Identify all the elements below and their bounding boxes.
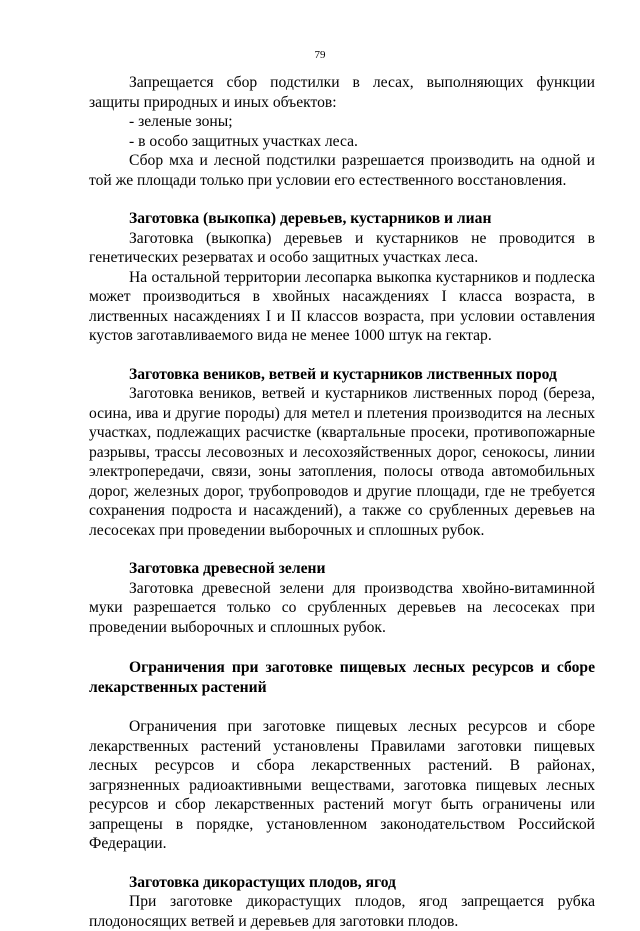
section-heading: Заготовка древесной зелени	[129, 560, 326, 577]
page-number: 79	[314, 49, 326, 61]
section-heading: Заготовка веников, ветвей и кустарников лиственных пород	[129, 365, 557, 383]
section-heading: Ограничения при заготовке пищевых лесных ресурсов и сборе лекарственных растений	[89, 659, 595, 696]
paragraph: Заготовка (выкопка) деревьев и кустарников не проводится в генетических резерватах и особо защитных участках леса.	[89, 229, 595, 266]
paragraph: Ограничения при заготовке пищевых лесных ресурсов и сборе лекарственных растений установлены Правилами заготовки пищевых лесных ресурсов и сбора лекарственных растений. В районах, загрязненных радиоактивными веществами, заготовка пищевых лесных ресурсов и сбор лекарственных растений могут быть ограничены или запрещены в порядке, установленном законодательством Российской Федерации.	[89, 718, 595, 852]
paragraph: На остальной территории лесопарка выкопка кустарников и подлеска может производиться в хвойных насаждениях I класса возраста, в лиственных насаждениях I и II классов возраста, при условии оставления кустов заготавливаемого вида не менее 1000 штук на гектар.	[89, 268, 595, 344]
section-heading: Заготовка (выкопка) деревьев, кустарников и лиан	[129, 210, 492, 227]
list-item: - в особо защитных участках леса.	[129, 132, 358, 150]
list-item: - зеленые зоны;	[129, 113, 233, 130]
document-body	[89, 73, 595, 931]
paragraph: Заготовка веников, ветвей и кустарников лиственных пород (береза, осина, ива и другие породы) для метел и плетения производится на лесных участках, подлежащих расчистке (квартальные просеки, противопожарные разрывы, трассы лесовозных и лесохозяйственных дорог, сенокосы, линии электропередачи, связи, зоны затопления, полосы отвода автомобильных дорог, железных дорог, трубопроводов и другие площади, где не требуется сохранения подроста и насаждений), а также со срубленных деревьев на лесосеках при проведении выборочных и сплошных рубок.	[89, 385, 595, 539]
paragraph: Запрещается сбор подстилки в лесах, выполняющих функции защиты природных и иных объектов:	[89, 74, 595, 111]
paragraph: При заготовке дикорастущих плодов, ягод запрещается рубка плодоносящих ветвей и деревьев для заготовки плодов.	[89, 893, 595, 930]
section-heading: Заготовка дикорастущих плодов, ягод	[129, 873, 396, 891]
paragraph: Заготовка древесной зелени для производства хвойно-витаминной муки разрешается только со срубленных деревьев на лесосеках при проведении выборочных и сплошных рубок.	[89, 579, 595, 636]
paragraph: Сбор мха и лесной подстилки разрешается производить на одной и той же площади только при условии его естественного восстановления.	[89, 152, 595, 189]
